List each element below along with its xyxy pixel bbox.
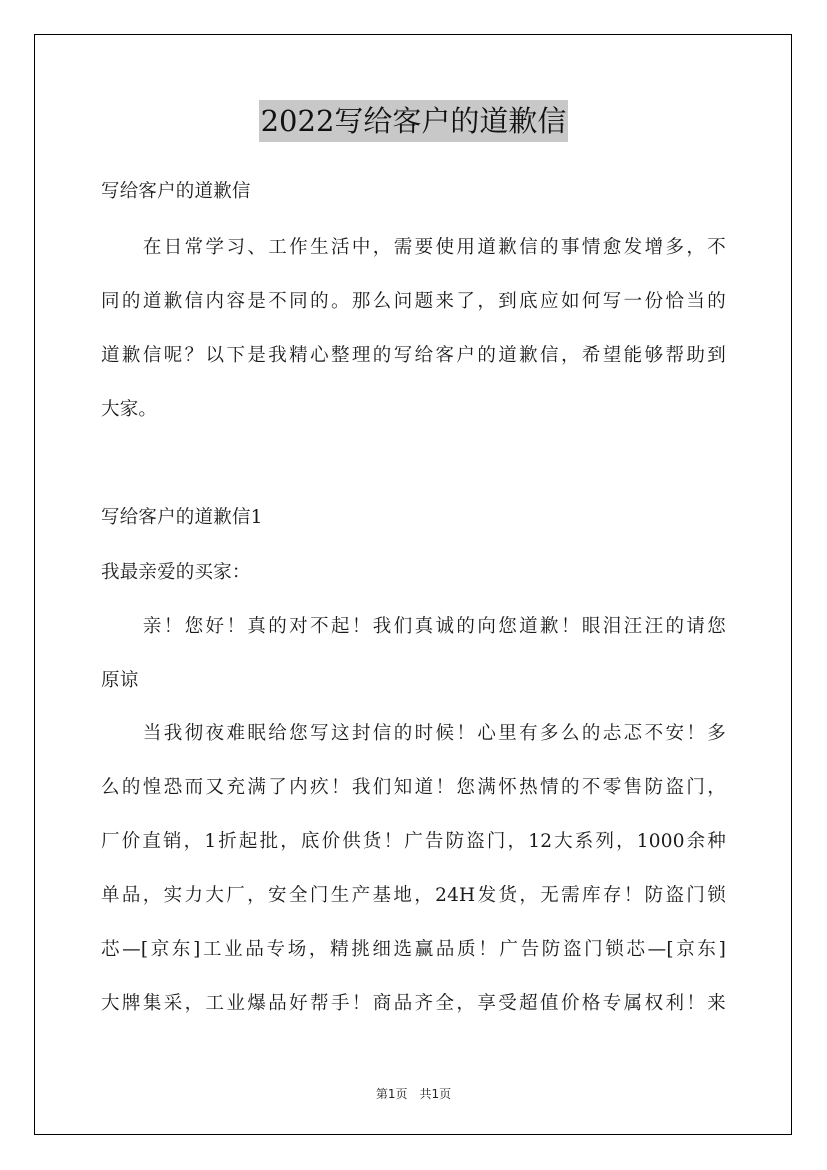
text-line: 我最亲爱的买家： [101, 562, 251, 583]
text-line: 厂价直销，1折起批，底价供货！广告防盗门，12大系列，1000余种 [101, 831, 726, 852]
text-line: 芯—[京东]工业品专场，精挑细选赢品质！广告防盗门锁芯—[京东] [101, 939, 726, 960]
title-container [0, 100, 827, 142]
text-line: 大牌集采，工业爆品好帮手！商品齐全，享受超值价格专属权利！来 [101, 993, 726, 1014]
text-line: 单品，实力大厂，安全门生产基地，24H发货，无需库存！防盗门锁 [101, 885, 726, 906]
page-footer: 第1页 共1页 [375, 1087, 452, 1101]
text-line: 么的惶恐而又充满了内疚！我们知道！您满怀热情的不零售防盗门， [101, 777, 726, 798]
text-line: 原谅 [101, 670, 139, 691]
text-line: 当我彻夜难眠给您写这封信的时候！心里有多么的忐忑不安！多 [101, 723, 726, 744]
document-title: 2022写给客户的道歉信 [259, 100, 569, 142]
text-line: 亲！您好！真的对不起！我们真诚的向您道歉！眼泪汪汪的请您 [101, 616, 726, 637]
text-line: 写给客户的道歉信 [101, 181, 251, 202]
text-line: 写给客户的道歉信1 [101, 507, 263, 528]
text-line: 大家。 [101, 399, 158, 420]
text-line: 在日常学习、工作生活中，需要使用道歉信的事情愈发增多，不 [101, 237, 726, 258]
text-line: 同的道歉信内容是不同的。那么问题来了，到底应如何写一份恰当的 [101, 291, 726, 312]
text-line: 道歉信呢？以下是我精心整理的写给客户的道歉信，希望能够帮助到 [101, 345, 726, 366]
